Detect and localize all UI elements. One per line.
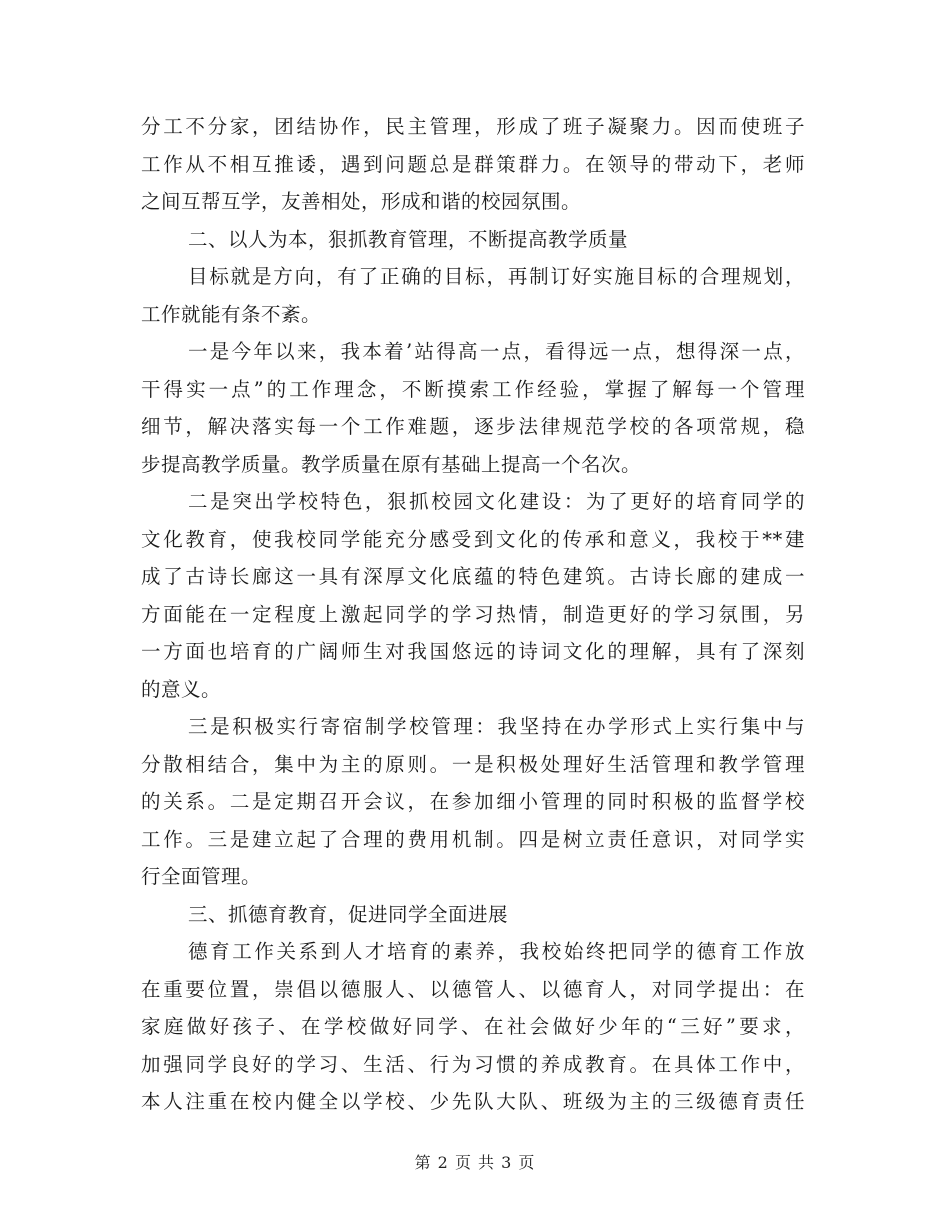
text-line: 加强同学良好的学习、生活、行为习惯的养成教育。在具体工作中，	[141, 1052, 805, 1076]
document-body	[141, 108, 805, 1121]
text-line: 工作就能有条不紊。	[141, 302, 322, 326]
text-line: 一方面也培育的广阔师生对我国悠远的诗词文化的理解，具有了深刻	[141, 640, 805, 663]
text-line: 一是今年以来，我本着’站得高一点，看得远一点，想得深一点，	[188, 340, 805, 363]
page-footer: 第 2 页 共 3 页	[414, 1153, 536, 1172]
text-line: 三是积极实行寄宿制学校管理：我坚持在办学形式上实行集中与	[188, 715, 805, 738]
text-line: 方面能在一定程度上激起同学的学习热情，制造更好的学习氛围，另	[141, 602, 805, 626]
text-line: 的意义。	[141, 677, 222, 701]
text-line: 三、抓德育教育，促进同学全面进展	[188, 902, 509, 926]
text-line: 分散相结合，集中为主的原则。一是积极处理好生活管理和教学管理	[141, 752, 805, 776]
text-line: 干得实一点”的工作理念，不断摸索工作经验，掌握了解每一个管理	[141, 377, 805, 401]
text-line: 家庭做好孩子、在学校做好同学、在社会做好少年的“三好”要求，	[141, 1015, 805, 1038]
text-line: 在重要位置，崇倡以德服人、以德管人、以德育人，对同学提出：在	[141, 977, 805, 1001]
text-line: 细节，解决落实每一个工作难题，逐步法律规范学校的各项常规，稳	[141, 415, 805, 438]
text-line: 二、以人为本，狠抓教育管理，不断提高教学质量	[188, 227, 629, 251]
text-line: 分工不分家，团结协作，民主管理，形成了班子凝聚力。因而使班子	[141, 115, 805, 138]
text-line: 文化教育，使我校同学能充分感受到文化的传承和意义，我校于**建	[141, 527, 805, 551]
text-line: 成了古诗长廊这一具有深厚文化底蕴的特色建筑。古诗长廊的建成一	[141, 565, 805, 588]
text-line: 步提高教学质量。教学质量在原有基础上提高一个名次。	[141, 452, 642, 476]
text-line: 目标就是方向，有了正确的目标，再制订好实施目标的合理规划，	[188, 265, 805, 288]
text-line: 德育工作关系到人才培育的素养，我校始终把同学的德育工作放	[188, 940, 805, 963]
text-line: 行全面管理。	[141, 865, 262, 888]
text-line: 之间互帮互学，友善相处，形成和谐的校园氛围。	[141, 190, 582, 213]
text-line: 本人注重在校内健全以学校、少先队大队、班级为主的三级德育责任	[141, 1090, 805, 1113]
text-line: 工作。三是建立起了合理的费用机制。四是树立责任意识，对同学实	[141, 827, 805, 851]
text-line: 二是突出学校特色，狠抓校园文化建设：为了更好的培育同学的	[188, 490, 805, 513]
text-line: 的关系。二是定期召开会议，在参加细小管理的同时积极的监督学校	[141, 790, 805, 813]
text-line: 工作从不相互推诿，遇到问题总是群策群力。在领导的带动下，老师	[141, 152, 805, 176]
